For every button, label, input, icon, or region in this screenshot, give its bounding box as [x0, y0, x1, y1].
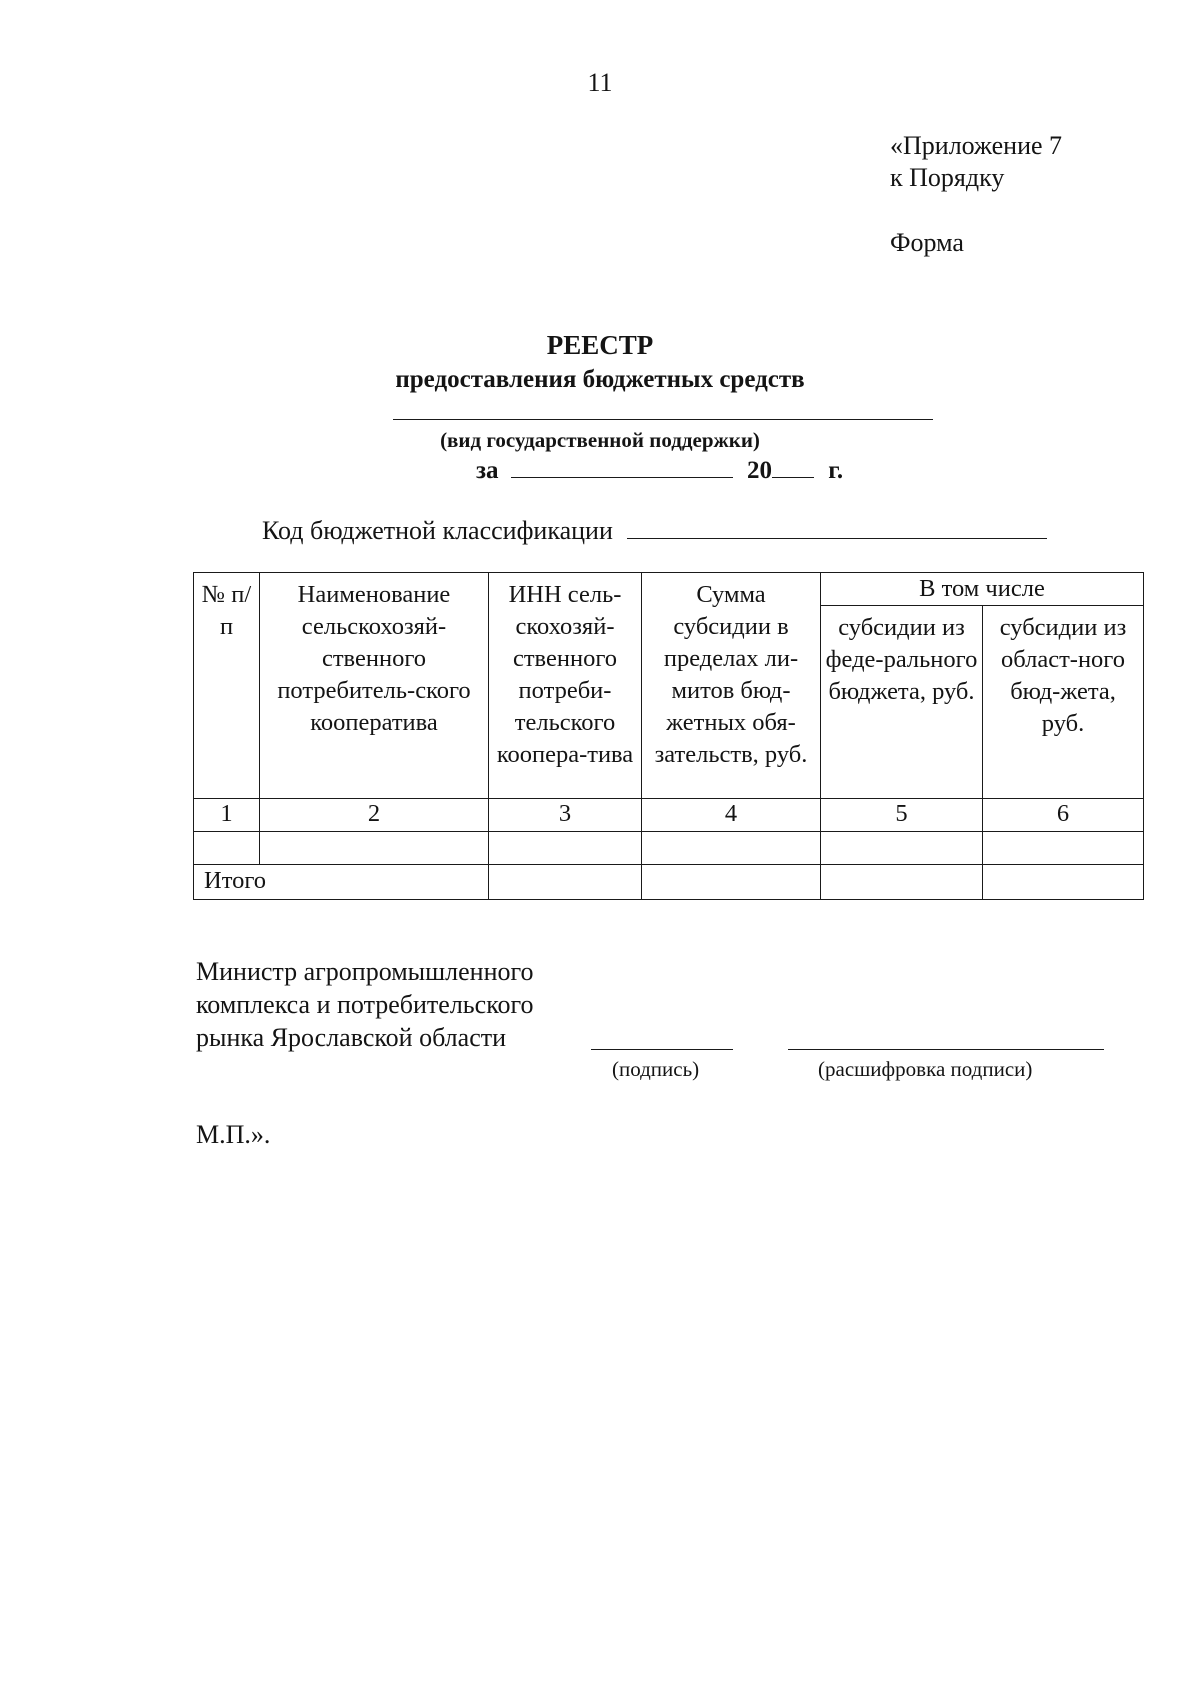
stamp-label: М.П.».: [196, 1120, 271, 1149]
appendix-reference: [890, 130, 1062, 194]
document-subtitle: предоставления бюджетных средств: [395, 366, 805, 393]
budget-code-row: [262, 516, 1047, 546]
table-cell: [194, 832, 260, 865]
table-cell: [489, 832, 642, 865]
table-cell: [821, 865, 983, 900]
table-cell: [642, 865, 821, 900]
minister-position-line-3: рынка Ярославской области: [196, 1023, 507, 1052]
period-blank-line: [511, 455, 733, 478]
total-label: Итого: [194, 865, 489, 900]
table-cell: [642, 832, 821, 865]
header-regional-subsidy: субсидии из област-ного бюд-жета, руб.: [983, 606, 1144, 799]
support-type-caption: (вид государственной поддержки): [440, 428, 760, 452]
document-title: РЕЕСТР: [546, 330, 654, 360]
table-cell: [489, 865, 642, 900]
minister-position-line-1: Министр агропромышленного: [196, 957, 534, 986]
budget-code-blank-line: [627, 516, 1047, 539]
table-row: [194, 832, 1144, 865]
column-number: 3: [489, 799, 642, 832]
budget-code-label: Код бюджетной классификации: [262, 516, 613, 545]
signature-blank-line: [591, 1049, 733, 1050]
period-row: [476, 455, 843, 485]
total-row: [194, 865, 1144, 900]
minister-position-line-2: комплекса и потребительского: [196, 990, 534, 1019]
period-prefix: за: [476, 457, 499, 484]
period-year-suffix: г.: [828, 457, 844, 484]
year-blank-line: [772, 455, 814, 478]
signature-caption: (подпись): [612, 1057, 700, 1081]
signature-decoding-blank-line: [788, 1049, 1104, 1050]
table-cell: [983, 865, 1144, 900]
header-including-group: В том числе: [821, 573, 1144, 606]
table-header-row: [194, 573, 1144, 606]
appendix-line-1: «Приложение 7: [890, 131, 1063, 160]
registry-table: [193, 572, 1144, 900]
header-number: № п/п: [194, 573, 260, 799]
header-federal-subsidy: субсидии из феде-рального бюджета, руб.: [821, 606, 983, 799]
table-cell: [821, 832, 983, 865]
support-type-blank-line: [393, 419, 933, 420]
page-number: 11: [587, 68, 613, 97]
header-subsidy-amount: Сумма субсидии в пределах ли-митов бюд-жетных обя-зательств, руб.: [642, 573, 821, 799]
table-cell: [260, 832, 489, 865]
header-inn: ИНН сель-скохозяй-ственного потреби-тельского коопера-тива: [489, 573, 642, 799]
period-year-prefix: 20: [747, 457, 773, 484]
table-cell: [983, 832, 1144, 865]
column-number: 6: [983, 799, 1144, 832]
signature-decoding-caption: (расшифровка подписи): [818, 1057, 1033, 1081]
column-number: 4: [642, 799, 821, 832]
column-number: 1: [194, 799, 260, 832]
column-number-row: [194, 799, 1144, 832]
column-number: 2: [260, 799, 489, 832]
header-cooperative-name: Наименование сельскохозяй-ственного потребитель-ского кооператива: [260, 573, 489, 799]
form-label: Форма: [890, 228, 964, 257]
minister-position: [196, 955, 534, 1054]
column-number: 5: [821, 799, 983, 832]
appendix-line-2: к Порядку: [890, 163, 1005, 192]
